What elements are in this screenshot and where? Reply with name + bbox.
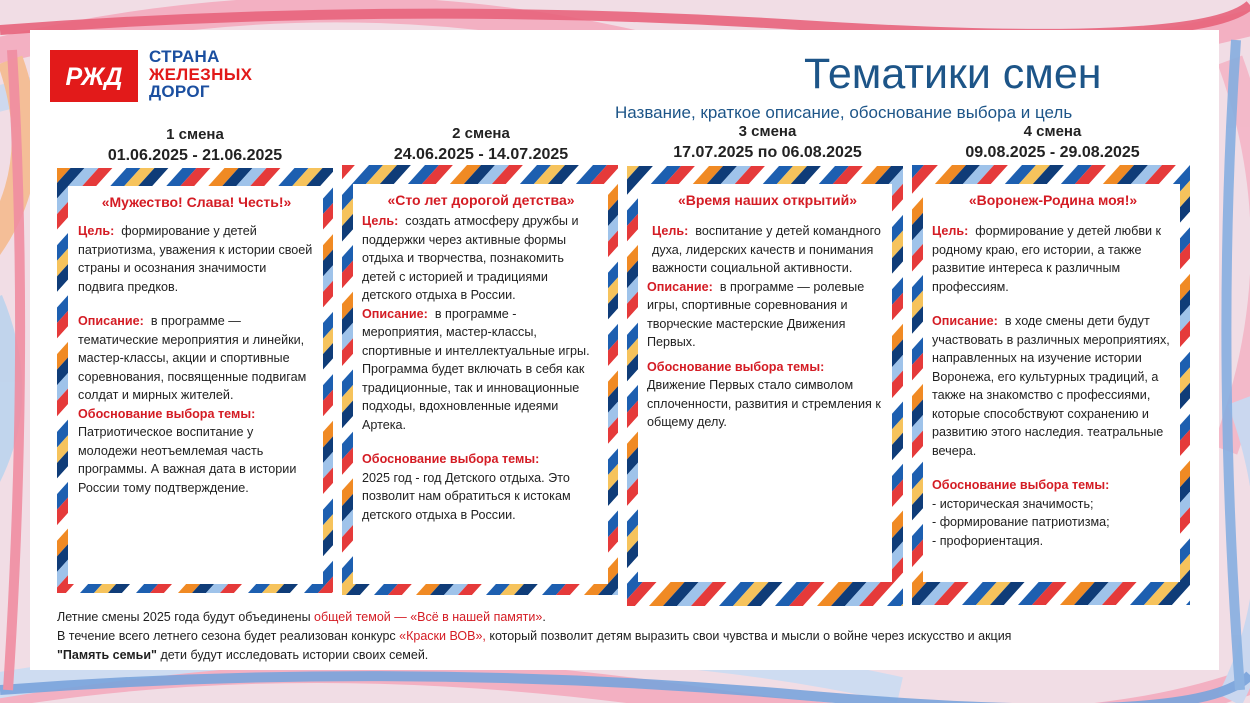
shift-4-just-label: Обоснование выбора темы: <box>932 478 1110 492</box>
logo-line-2: ЖЕЛЕЗНЫХ <box>149 64 253 84</box>
shift-2-dates: 24.06.2025 - 14.07.2025 <box>393 146 569 163</box>
shift-2-header <box>346 123 616 165</box>
shift-2-panel <box>353 184 608 584</box>
shift-3-desc-text: в программе — ролевые игры, спортивные соревнования и творческие мастерские Движения Первых. <box>647 279 865 349</box>
footer-line-3-b: дети будут исследовать истории своих семей. <box>156 648 429 662</box>
shift-3-goal <box>647 222 888 278</box>
shift-1-goal <box>78 222 315 296</box>
shift-3-desc-label: Описание: <box>647 279 713 294</box>
shift-1-panel <box>68 186 323 584</box>
footer-line-2-c: который позволит детям выразить свои чувства и мысли о войне через искусство и акция <box>485 629 1012 643</box>
shift-2-desc <box>362 305 600 435</box>
shift-1-just-text: Патриотическое воспитание у молодежи неотъемлемая часть программы. А важная дата в истории России тому подтверждение. <box>78 425 297 495</box>
shift-2-just-label: Обоснование выбора темы: <box>362 452 540 466</box>
shift-1-header <box>60 124 330 166</box>
shift-2-goal-label: Цель: <box>362 214 399 228</box>
shift-3-panel <box>638 184 892 582</box>
shift-2-just-text: 2025 год - год Детского отдыха. Это позволит нам обратиться к истокам детского отдыха в России. <box>362 470 571 522</box>
shift-4-just-item: - профориентация. <box>932 533 1044 548</box>
shift-2-desc-label: Описание: <box>362 306 428 321</box>
footer-notes <box>57 608 1011 665</box>
family-memory-action: "Память семьи" <box>57 648 157 662</box>
logo-wordmark <box>149 48 252 101</box>
shift-4-just-item: - формирование патриотизма; <box>932 515 1110 529</box>
rzd-logo <box>50 50 138 102</box>
rzd-logo-mark: РЖД <box>65 63 123 91</box>
footer-line-2 <box>57 627 1011 646</box>
shift-3-goal-text: воспитание у детей командного духа, лидерских качеств и понимания важности социальной активности. <box>652 224 881 275</box>
footer-line-1-c: . <box>542 610 546 624</box>
shift-4-just-item: - историческая значимость; <box>932 496 1094 511</box>
shift-4-desc <box>932 312 1174 460</box>
common-theme: общей темой — «Всё в нашей памяти» <box>314 610 543 624</box>
shift-3-header <box>630 121 905 163</box>
shift-1-name: 1 смена <box>166 126 224 143</box>
shift-2-goal-text: создать атмосферу дружбы и поддержки через активные формы отдыха и творчества, познакомить детей с историей и традициями детского отдыха в России. <box>362 214 579 302</box>
shift-4-desc-text: в ходе смены дети будут участвовать в различных мероприятиях, направленных на изучение истории Воронежа, его культурных традиций, а также на знакомство с профессиями, которые способствуют сохранению и развитию этого наследия. театральные вечера. <box>932 314 1170 458</box>
shift-1-dates: 01.06.2025 - 21.06.2025 <box>107 147 283 164</box>
shift-4-header <box>915 121 1190 163</box>
shift-3-just-label: Обоснование выбора темы: <box>647 359 825 374</box>
footer-line-1 <box>57 608 1011 627</box>
shift-2-title: «Сто лет дорогой детства» <box>387 192 575 208</box>
shift-1-just-label: Обоснование выбора темы: <box>78 406 256 421</box>
shift-3-goal-label: Цель: <box>652 224 689 238</box>
footer-line-1-a: Летние смены 2025 года будут объединены <box>57 610 315 624</box>
shift-3-title: «Время наших открытий» <box>677 192 858 208</box>
shift-4-goal-text: формирование у детей любви к родному краю, его истории, а также развитие интереса к различным профессиям. <box>932 224 1162 294</box>
shift-4-name: 4 смена <box>1023 123 1082 140</box>
shift-4-title: «Воронеж-Родина моя!» <box>968 192 1138 208</box>
logo-line-3: ДОРОГ <box>149 82 210 101</box>
shift-3-just-text: Движение Первых стало символом сплоченности, развития и стремления к общему делу. <box>647 378 881 429</box>
shift-1-desc-label: Описание: <box>78 314 144 328</box>
shift-4-desc-label: Описание: <box>932 314 998 328</box>
page-title: Тематики смен <box>804 50 1102 98</box>
shift-1-title: «Мужество! Слава! Честь!» <box>101 194 292 210</box>
shift-1-desc <box>78 312 315 405</box>
footer-line-2-a: В течение всего летнего сезона будет реализован конкурс <box>57 629 400 643</box>
shift-4-dates: 09.08.2025 - 29.08.2025 <box>965 144 1140 161</box>
shift-1-goal-label: Цель: <box>78 224 115 238</box>
shift-3-dates: 17.07.2025 по 06.08.2025 <box>673 144 862 161</box>
shift-4-goal <box>932 222 1174 296</box>
shift-1-desc-text: в программе — тематические мероприятия и линейки, мастер-классы, акции и спортивные соревнования, посвященные подвигам солдат и мирных жителей. <box>78 314 307 402</box>
page-subtitle: Название, краткое описание, обоснование выбора и цель <box>615 103 1073 122</box>
shift-2-goal <box>362 212 600 305</box>
shift-3-desc <box>647 278 888 352</box>
shift-1-goal-text: формирование у детей патриотизма, уважения к истории своей страны и осознания значимости подвига предков. <box>78 224 313 294</box>
shift-2-name: 2 смена <box>452 125 510 142</box>
logo-line-1: СТРАНА <box>149 47 220 66</box>
shift-4-panel <box>923 184 1180 582</box>
shift-3-name: 3 смена <box>738 123 797 140</box>
footer-line-3 <box>57 646 1011 665</box>
contest-name: «Краски ВОВ», <box>399 629 486 643</box>
shift-4-goal-label: Цель: <box>932 224 969 238</box>
shift-2-desc-text: в программе - мероприятия, мастер-классы, спортивные и интеллектуальные игры. Программа будет включать в себя как традиционные, так и инновационные подходы, вдохновленные идеями Артека. <box>362 306 590 432</box>
